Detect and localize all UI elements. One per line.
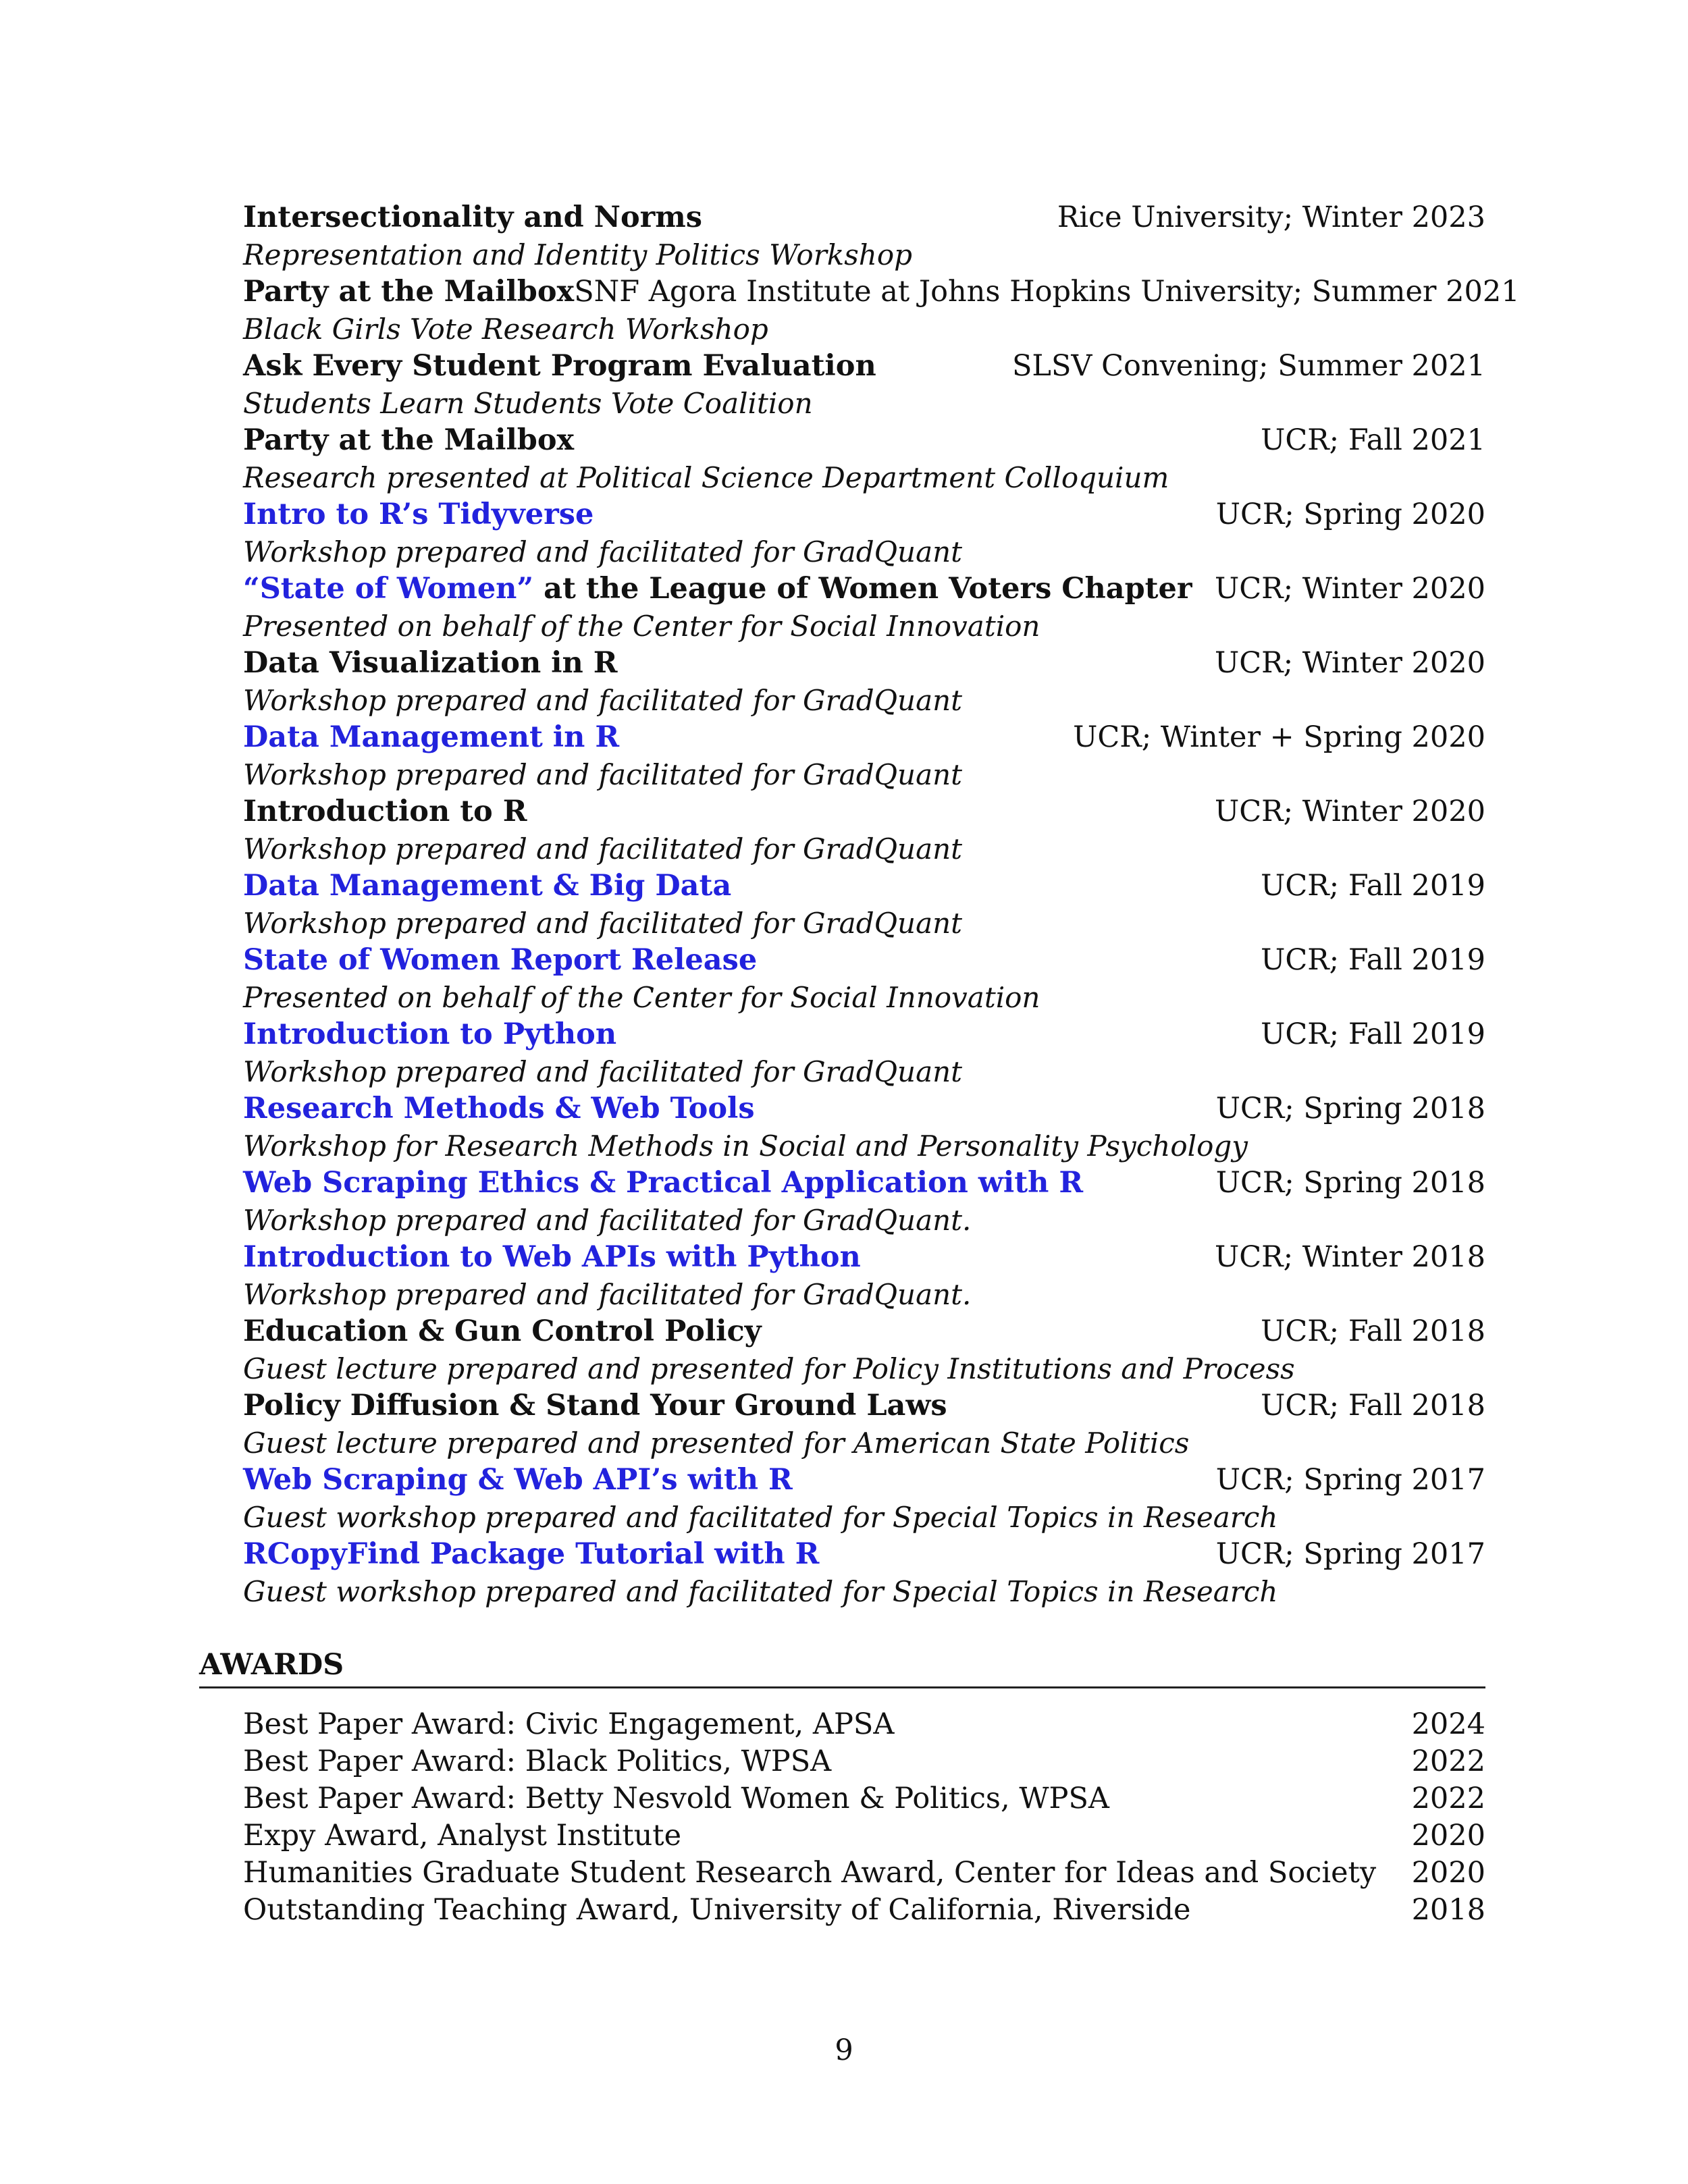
talk-venue-date: Rice University; Winter 2023 bbox=[1057, 201, 1485, 234]
page-number: 9 bbox=[835, 2033, 853, 2067]
award-row bbox=[243, 1855, 1485, 1892]
talk-description: Students Learn Students Vote Coalition bbox=[243, 387, 813, 420]
award-row bbox=[243, 1780, 1485, 1817]
talk-venue-date: UCR; Spring 2017 bbox=[1215, 1463, 1485, 1497]
talk-description: Workshop prepared and facilitated for GradQuant bbox=[243, 535, 963, 568]
talk-entry bbox=[243, 496, 1485, 570]
talks-list bbox=[243, 199, 1520, 1610]
talk-entry bbox=[243, 273, 1520, 348]
talk-title bbox=[243, 348, 876, 385]
talk-title bbox=[243, 1536, 819, 1573]
talk-entry bbox=[243, 570, 1485, 645]
talk-description: Presented on behalf of the Center for Social Innovation bbox=[243, 610, 1040, 643]
talk-title bbox=[243, 1165, 1083, 1202]
talk-title-text: Party at the Mailbox bbox=[243, 423, 575, 457]
talk-entry bbox=[243, 1313, 1485, 1387]
talk-header bbox=[243, 348, 1485, 385]
talk-title-text: Data Visualization in R bbox=[243, 646, 618, 680]
talk-title bbox=[243, 942, 757, 979]
talk-title bbox=[243, 1313, 762, 1350]
award-year: 2020 bbox=[1411, 1819, 1485, 1853]
talk-header bbox=[243, 1462, 1485, 1499]
talk-venue-date: UCR; Fall 2018 bbox=[1261, 1314, 1485, 1348]
talk-description: Workshop prepared and facilitated for GradQuant bbox=[243, 907, 963, 940]
talk-entry bbox=[243, 199, 1485, 273]
talk-venue-date: UCR; Fall 2019 bbox=[1261, 943, 1485, 977]
award-name: Best Paper Award: Black Politics, WPSA bbox=[243, 1744, 832, 1778]
talk-venue-date: UCR; Winter + Spring 2020 bbox=[1073, 720, 1485, 754]
talk-entry bbox=[243, 1239, 1485, 1313]
talk-title bbox=[243, 1016, 616, 1053]
talk-entry bbox=[243, 348, 1485, 422]
talk-title-link[interactable]: Introduction to Python bbox=[243, 1017, 617, 1051]
talk-entry bbox=[243, 793, 1485, 868]
talk-description: Workshop for Research Methods in Social and Personality Psychology bbox=[243, 1129, 1248, 1163]
talk-title bbox=[243, 1239, 861, 1276]
talk-entry bbox=[243, 1090, 1485, 1165]
talk-header bbox=[243, 1016, 1485, 1053]
awards-section-heading: AWARDS bbox=[199, 1645, 1485, 1688]
award-year: 2022 bbox=[1411, 1744, 1485, 1778]
talk-title-link[interactable]: “State of Women” bbox=[243, 572, 534, 606]
talk-header bbox=[243, 793, 1485, 830]
talk-title bbox=[243, 719, 619, 756]
talk-header bbox=[243, 1239, 1485, 1276]
talk-header bbox=[243, 645, 1485, 682]
talk-header bbox=[243, 719, 1485, 756]
talk-description: Workshop prepared and facilitated for GradQuant bbox=[243, 758, 963, 791]
talk-venue-date: UCR; Winter 2020 bbox=[1215, 646, 1485, 680]
talk-description: Workshop prepared and facilitated for GradQuant bbox=[243, 1055, 963, 1088]
talk-description: Representation and Identity Politics Workshop bbox=[243, 238, 912, 271]
awards-list bbox=[243, 1706, 1485, 1929]
talk-header bbox=[243, 868, 1485, 905]
talk-title-text: at the League of Women Voters Chapter bbox=[533, 572, 1192, 606]
talk-header bbox=[243, 1165, 1485, 1202]
talk-title-link[interactable]: State of Women Report Release bbox=[243, 943, 758, 977]
talk-title-link[interactable]: Intro to R’s Tidyverse bbox=[243, 498, 594, 531]
talk-header bbox=[243, 199, 1485, 236]
award-name: Outstanding Teaching Award, University of California, Riverside bbox=[243, 1893, 1191, 1927]
talk-entry bbox=[243, 1016, 1485, 1090]
talk-venue-date: UCR; Winter 2020 bbox=[1215, 795, 1485, 828]
talk-title-link[interactable]: Research Methods & Web Tools bbox=[243, 1092, 755, 1125]
talk-venue-date: UCR; Spring 2020 bbox=[1215, 498, 1485, 531]
talk-title-link[interactable]: RCopyFind Package Tutorial with R bbox=[243, 1537, 820, 1571]
talk-title-text: Policy Diffusion & Stand Your Ground Laws bbox=[243, 1389, 947, 1422]
award-name: Best Paper Award: Betty Nesvold Women & Politics, WPSA bbox=[243, 1782, 1109, 1815]
award-row bbox=[243, 1743, 1485, 1780]
award-name: Humanities Graduate Student Research Award, Center for Ideas and Society bbox=[243, 1856, 1377, 1890]
talk-header bbox=[243, 1536, 1485, 1573]
talk-title bbox=[243, 1462, 793, 1499]
talk-entry bbox=[243, 1536, 1485, 1610]
talk-header bbox=[243, 273, 1520, 311]
talk-description: Research presented at Political Science Department Colloquium bbox=[243, 461, 1169, 494]
talk-venue-date: SNF Agora Institute at Johns Hopkins University; Summer 2021 bbox=[574, 275, 1520, 309]
talk-venue-date: UCR; Spring 2018 bbox=[1215, 1092, 1485, 1125]
talk-title bbox=[243, 868, 731, 905]
talk-title-text: Education & Gun Control Policy bbox=[243, 1314, 762, 1348]
award-year: 2022 bbox=[1411, 1782, 1485, 1815]
talk-title bbox=[243, 1387, 947, 1424]
talk-title-text: Party at the Mailbox bbox=[243, 275, 575, 309]
talk-description: Black Girls Vote Research Workshop bbox=[243, 313, 768, 346]
talk-title bbox=[243, 422, 574, 459]
award-row bbox=[243, 1706, 1485, 1743]
talk-title-link[interactable]: Introduction to Web APIs with Python bbox=[243, 1240, 861, 1274]
talk-description: Workshop prepared and facilitated for GradQuant bbox=[243, 832, 963, 865]
talk-title-text: Introduction to R bbox=[243, 795, 527, 828]
award-year: 2024 bbox=[1411, 1707, 1485, 1741]
talk-title bbox=[243, 645, 618, 682]
talk-title bbox=[243, 199, 702, 236]
talk-venue-date: SLSV Convening; Summer 2021 bbox=[1011, 349, 1485, 383]
talk-title-link[interactable]: Data Management & Big Data bbox=[243, 869, 732, 903]
talk-header bbox=[243, 1387, 1485, 1424]
talk-description: Guest workshop prepared and facilitated for Special Topics in Research bbox=[243, 1575, 1278, 1608]
award-year: 2018 bbox=[1411, 1893, 1485, 1927]
talk-title bbox=[243, 570, 1192, 608]
talk-title-link[interactable]: Web Scraping & Web API’s with R bbox=[243, 1463, 793, 1497]
talk-title bbox=[243, 1090, 755, 1127]
talk-header bbox=[243, 1313, 1485, 1350]
talk-venue-date: UCR; Fall 2021 bbox=[1261, 423, 1485, 457]
talk-description: Workshop prepared and facilitated for GradQuant. bbox=[243, 1204, 972, 1237]
talk-header bbox=[243, 422, 1485, 459]
talk-header bbox=[243, 942, 1485, 979]
talk-entry bbox=[243, 422, 1485, 496]
talk-entry bbox=[243, 1462, 1485, 1536]
talk-title bbox=[243, 273, 574, 311]
award-row bbox=[243, 1817, 1485, 1855]
talk-description: Presented on behalf of the Center for Social Innovation bbox=[243, 981, 1040, 1014]
talk-entry bbox=[243, 645, 1485, 719]
talk-entry bbox=[243, 719, 1485, 793]
talk-description: Guest workshop prepared and facilitated for Special Topics in Research bbox=[243, 1501, 1278, 1534]
talk-title-link[interactable]: Web Scraping Ethics & Practical Application with R bbox=[243, 1166, 1084, 1200]
talk-description: Guest lecture prepared and presented for American State Politics bbox=[243, 1427, 1190, 1460]
talk-title bbox=[243, 496, 594, 533]
award-year: 2020 bbox=[1411, 1856, 1485, 1890]
talk-header bbox=[243, 570, 1485, 608]
talk-venue-date: UCR; Spring 2017 bbox=[1215, 1537, 1485, 1571]
talk-venue-date: UCR; Winter 2020 bbox=[1215, 572, 1485, 606]
talk-venue-date: UCR; Fall 2019 bbox=[1261, 1017, 1485, 1051]
award-name: Best Paper Award: Civic Engagement, APSA bbox=[243, 1707, 895, 1741]
talk-title bbox=[243, 793, 527, 830]
award-name: Expy Award, Analyst Institute bbox=[243, 1819, 682, 1853]
talk-title-link[interactable]: Data Management in R bbox=[243, 720, 620, 754]
award-row bbox=[243, 1892, 1485, 1929]
talk-venue-date: UCR; Spring 2018 bbox=[1215, 1166, 1485, 1200]
talk-venue-date: UCR; Winter 2018 bbox=[1215, 1240, 1485, 1274]
talk-entry bbox=[243, 942, 1485, 1016]
talk-venue-date: UCR; Fall 2018 bbox=[1261, 1389, 1485, 1422]
talk-entry bbox=[243, 1387, 1485, 1462]
talk-venue-date: UCR; Fall 2019 bbox=[1261, 869, 1485, 903]
talk-description: Workshop prepared and facilitated for GradQuant bbox=[243, 684, 963, 717]
talk-entry bbox=[243, 1165, 1485, 1239]
talk-title-text: Ask Every Student Program Evaluation bbox=[243, 349, 876, 383]
talk-description: Guest lecture prepared and presented for Policy Institutions and Process bbox=[243, 1352, 1295, 1385]
talk-entry bbox=[243, 868, 1485, 942]
talk-header bbox=[243, 496, 1485, 533]
talk-title-text: Intersectionality and Norms bbox=[243, 201, 703, 234]
talk-description: Workshop prepared and facilitated for GradQuant. bbox=[243, 1278, 972, 1311]
talk-header bbox=[243, 1090, 1485, 1127]
